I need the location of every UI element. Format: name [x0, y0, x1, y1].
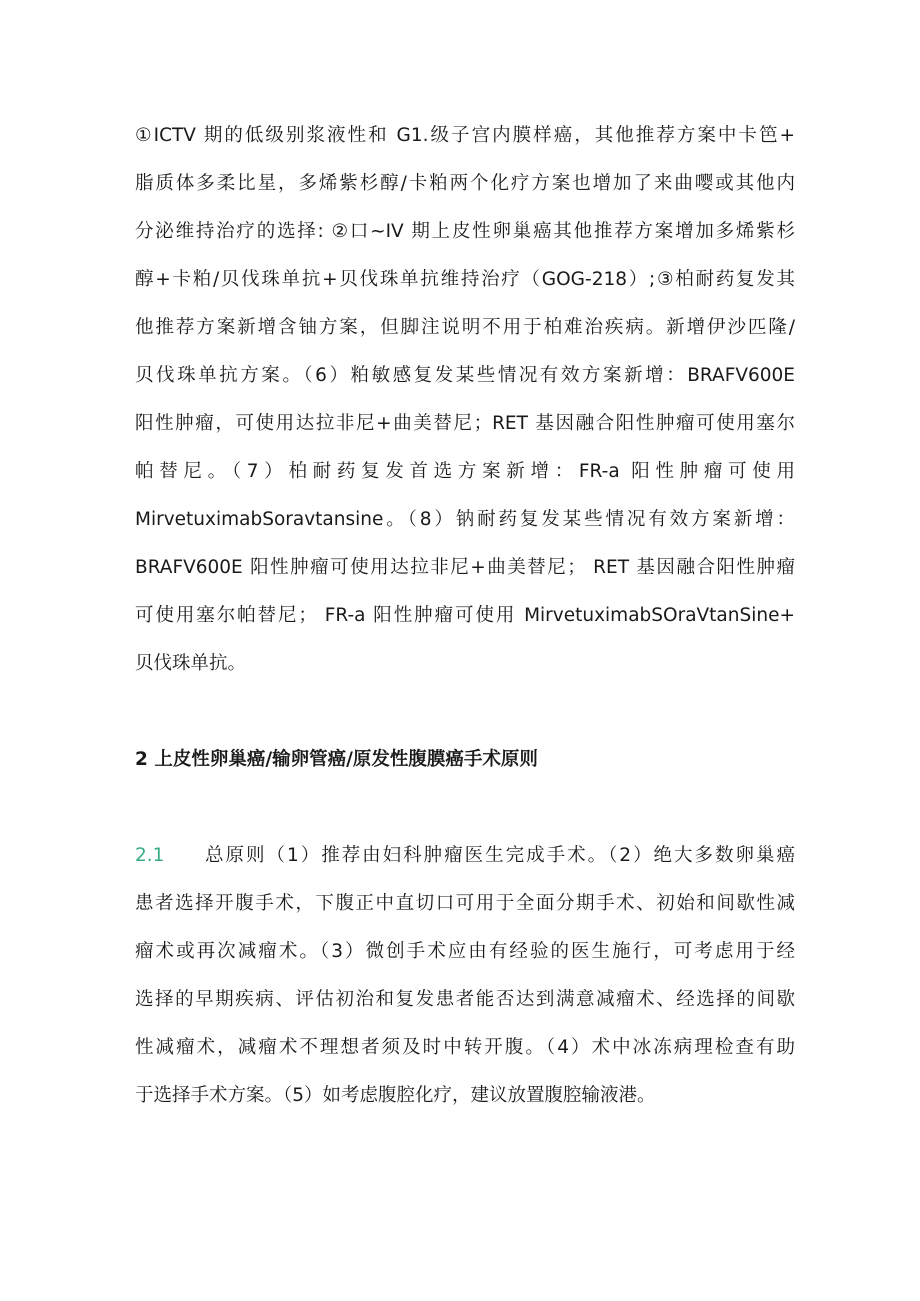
- section-heading: 2 上皮性卵巢癌/输卵管癌/原发性腹膜癌手术原则: [135, 749, 538, 770]
- section-first-line-text: 总原则（1）推荐由妇科肿瘤医生完成手术。（2）绝大多数卵巢癌: [203, 845, 795, 866]
- paragraph-line: 可使用塞尔帕替尼； FR-a 阳性肿瘤可使用 MirvetuximabSOraVtanSine+: [135, 605, 795, 626]
- paragraph-line: BRAFV600E 阳性肿瘤可使用达拉非尼+曲美替尼； RET 基因融合阳性肿瘤: [135, 557, 795, 578]
- paragraph-line: 贝伐珠单抗方案。（6）粕敏感复发某些情况有效方案新增：BRAFV600E: [135, 365, 795, 386]
- paragraph-line: 他推荐方案新增含铀方案，但脚注说明不用于柏难治疾病。新增伊沙匹隆/: [135, 317, 795, 338]
- paragraph-line: 脂质体多柔比星，多烯紫杉醇/卡粕两个化疗方案也增加了来曲嘤或其他内: [135, 173, 795, 194]
- paragraph-line: ①ICTV 期的低级别浆液性和 G1.级子宫内膜样癌，其他推荐方案中卡笆+: [135, 125, 795, 146]
- section-number: 2.1: [135, 845, 165, 866]
- paragraph-line: 瘤术或再次减瘤术。（3）微创手术应由有经验的医生施行，可考虑用于经: [135, 941, 795, 962]
- paragraph-line: 贝伐珠单抗。: [135, 653, 247, 674]
- paragraph-line: 性减瘤术，减瘤术不理想者须及时中转开腹。（4）术中冰冻病理检查有助: [135, 1037, 795, 1058]
- paragraph-line: 帕替尼。（7）柏耐药复发首选方案新增：FR-a 阳性肿瘤可使用: [135, 461, 795, 482]
- paragraph-line: 醇+卡粕/贝伐珠单抗+贝伐珠单抗维持治疗（GOG-218）;③柏耐药复发其: [135, 269, 795, 290]
- paragraph-line: 选择的早期疾病、评估初治和复发患者能否达到满意减瘤术、经选择的间歇: [135, 989, 795, 1010]
- paragraph-line: 于选择手术方案。（5）如考虑腹腔化疗，建议放置腹腔输液港。: [135, 1085, 656, 1106]
- section-first-line: [135, 844, 795, 868]
- paragraph-line: 患者选择开腹手术，下腹正中直切口可用于全面分期手术、初始和间歇性减: [135, 893, 795, 914]
- paragraph-line: 阳性肿瘤，可使用达拉非尼+曲美替尼；RET 基因融合阳性肿瘤可使用塞尔: [135, 413, 795, 434]
- paragraph-line: 分泌维持治疗的选择: ②口~IV 期上皮性卵巢癌其他推荐方案增加多烯紫杉: [135, 221, 795, 242]
- paragraph-line: MirvetuximabSoravtansine。（8）钠耐药复发某些情况有效方案新增：: [135, 509, 795, 530]
